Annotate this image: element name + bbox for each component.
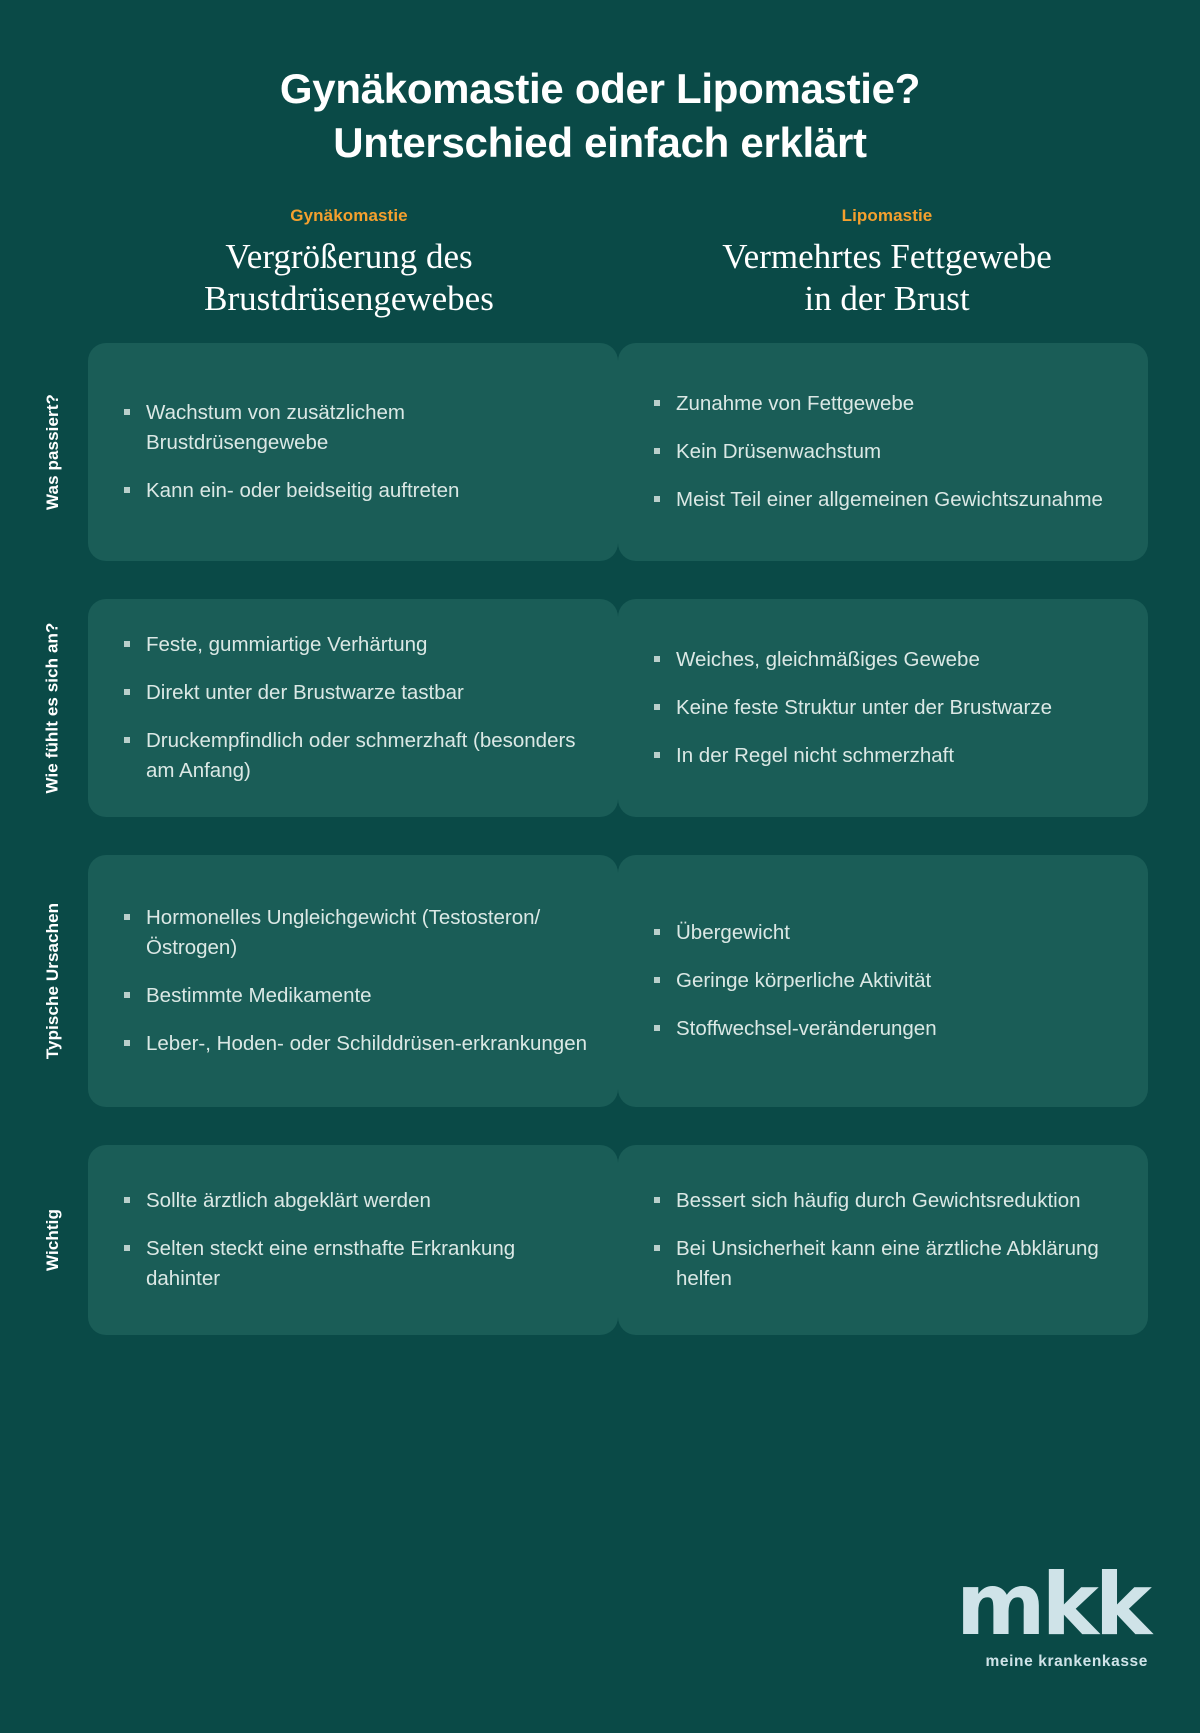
page-title [0, 0, 1200, 170]
row-label-typische-ursachen [36, 855, 70, 1107]
bullet-list [652, 389, 1122, 515]
bullet-list [652, 1186, 1122, 1294]
bullet-list [122, 1186, 592, 1294]
row-label-text: Wichtig [43, 1208, 62, 1271]
row-label-was-passiert [36, 343, 70, 561]
column-kicker: Gynäkomastie [290, 205, 408, 225]
comparison-row [43, 343, 1148, 561]
column-subheading-line-1: Vermehrtes Fettgewebe [722, 236, 1052, 276]
column-header-lipomastie [626, 206, 1148, 321]
card-lipomastie-was-passiert [618, 343, 1148, 561]
row-label-wichtig [36, 1145, 70, 1335]
list-item: In der Regel nicht schmerzhaft [652, 741, 1122, 771]
list-item: Druckempfindlich oder schmerzhaft (besonders am Anfang) [122, 726, 592, 786]
list-item: Übergewicht [652, 918, 1122, 948]
comparison-row [43, 855, 1148, 1107]
list-item: Kann ein- oder beidseitig auftreten [122, 476, 592, 506]
row-label-wie-fuehlt-es-sich-an [36, 599, 70, 817]
card-lipomastie-wichtig [618, 1145, 1148, 1335]
row-label-text: Typische Ursachen [43, 902, 62, 1060]
comparison-grid [0, 343, 1200, 1335]
bullet-list [122, 398, 592, 506]
row-label-text: Was passiert? [43, 393, 62, 510]
bullet-list [122, 630, 592, 787]
comparison-row [43, 599, 1148, 817]
bullet-list [122, 903, 592, 1060]
column-subheading-line-2: Brustdrüsengewebes [204, 279, 494, 319]
row-label-text: Wie fühlt es sich an? [43, 622, 62, 794]
card-gynaekomastie-wie-fuehlt-es-sich-an [88, 599, 618, 817]
list-item: Hormonelles Ungleichgewicht (Testosteron/Östrogen) [122, 903, 592, 963]
list-item: Keine feste Struktur unter der Brustwarze [652, 693, 1122, 723]
list-item: Bessert sich häufig durch Gewichtsreduktion [652, 1186, 1122, 1216]
card-gynaekomastie-typische-ursachen [88, 855, 618, 1107]
bullet-list [652, 918, 1122, 1044]
bullet-list [652, 645, 1122, 771]
list-item: Geringe körperliche Aktivität [652, 966, 1122, 996]
list-item: Kein Drüsenwachstum [652, 437, 1122, 467]
list-item: Feste, gummiartige Verhärtung [122, 630, 592, 660]
logo-tagline: meine krankenkasse [985, 1653, 1148, 1670]
mkk-logo [956, 1555, 1148, 1671]
list-item: Bei Unsicherheit kann eine ärztliche Abklärung helfen [652, 1234, 1122, 1294]
list-item: Weiches, gleichmäßiges Gewebe [652, 645, 1122, 675]
page-title-line-1: Gynäkomastie oder Lipomastie? [279, 65, 921, 112]
column-subheading-line-2: in der Brust [804, 279, 970, 319]
card-lipomastie-wie-fuehlt-es-sich-an [618, 599, 1148, 817]
column-header-gynaekomastie [88, 206, 610, 321]
page-title-line-2: Unterschied einfach erklärt [333, 118, 867, 166]
comparison-row [43, 1145, 1148, 1335]
logo-wordmark: mkk [956, 1555, 1148, 1656]
card-gynaekomastie-wichtig [88, 1145, 618, 1335]
list-item: Direkt unter der Brustwarze tastbar [122, 678, 592, 708]
card-gynaekomastie-was-passiert [88, 343, 618, 561]
column-subheading [626, 236, 1148, 321]
column-headers [0, 206, 1200, 321]
list-item: Wachstum von zusätzlichem Brustdrüsengewebe [122, 398, 592, 458]
list-item: Selten steckt eine ernsthafte Erkrankung dahinter [122, 1234, 592, 1294]
list-item: Bestimmte Medikamente [122, 981, 592, 1011]
list-item: Stoffwechsel-veränderungen [652, 1014, 1122, 1044]
card-lipomastie-typische-ursachen [618, 855, 1148, 1107]
list-item: Meist Teil einer allgemeinen Gewichtszunahme [652, 485, 1122, 515]
list-item: Leber-, Hoden- oder Schilddrüsen-erkrankungen [122, 1029, 592, 1059]
list-item: Zunahme von Fettgewebe [652, 389, 1122, 419]
column-kicker: Lipomastie [841, 205, 933, 225]
list-item: Sollte ärztlich abgeklärt werden [122, 1186, 592, 1216]
column-subheading [88, 236, 610, 321]
column-subheading-line-1: Vergrößerung des [225, 236, 473, 276]
